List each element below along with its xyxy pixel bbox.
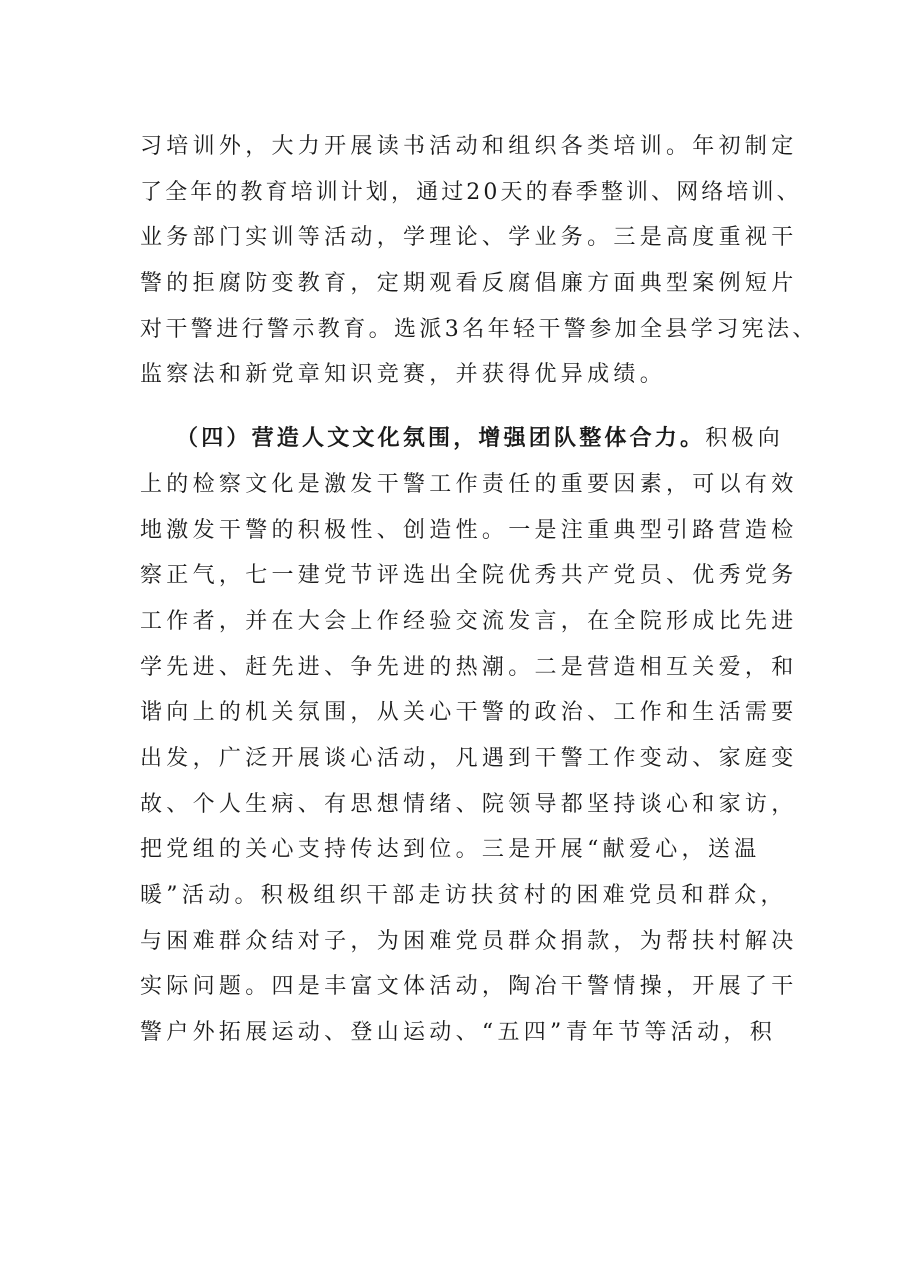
text-line: 实际问题。四是丰富文体活动，陶冶干警情操，开展了干: [140, 974, 798, 1000]
text-line: 故、个人生病、有思想情绪、院领导都坚持谈心和家访，: [140, 791, 798, 817]
text-line: 习培训外，大力开展读书活动和组织各类培训。年初制定: [140, 134, 798, 159]
section-heading: （四）营造人文文化氛围，增强团队整体合力。: [176, 426, 706, 452]
paragraph-culture: [140, 416, 798, 1056]
text-line: 察正气，七一建党节评选出全院优秀共产党员、优秀党务: [140, 563, 798, 589]
document-body: [140, 124, 818, 1056]
text-line: 暖”活动。积极组织干部走访扶贫村的困难党员和群众，: [140, 883, 787, 908]
text-line: 上的检察文化是激发干警工作责任的重要因素，可以有效: [140, 471, 798, 497]
text-line: 把党组的关心支持传达到位。三是开展“献爱心，送温: [140, 837, 761, 863]
text-line: 警户外拓展运动、登山运动、“五四”青年节等活动，积: [140, 1020, 776, 1046]
paragraph-training: [140, 124, 818, 398]
paragraph-gap: [140, 398, 790, 416]
text-line: 业务部门实训等活动，学理论、学业务。三是高度重视干: [140, 225, 798, 251]
text-line: 警的拒腐防变教育，定期观看反腐倡廉方面典型案例短片: [140, 271, 798, 297]
text-line: 出发，广泛开展谈心活动，凡遇到干警工作变动、家庭变: [140, 745, 798, 771]
text-line: 了全年的教育培训计划，通过20天的春季整训、网络培训、: [140, 179, 802, 205]
text-line: 谐向上的机关氛围，从关心干警的政治、工作和生活需要: [140, 700, 798, 726]
text-line: 对干警进行警示教育。选派3名年轻干警参加全县学习宪法、: [140, 316, 818, 342]
text-line: 监察法和新党章知识竞赛，并获得优异成绩。: [140, 362, 667, 388]
text-line: 地激发干警的积极性、创造性。一是注重典型引路营造检: [140, 517, 798, 543]
text-line: [140, 416, 790, 462]
text-fragment: 积极向: [705, 426, 785, 452]
text-line: 工作者，并在大会上作经验交流发言，在全院形成比先进: [140, 608, 798, 634]
text-line: 学先进、赶先进、争先进的热潮。二是营造相互关爱，和: [140, 654, 798, 680]
text-line: 与困难群众结对子，为困难党员群众捐款，为帮扶村解决: [140, 928, 798, 954]
